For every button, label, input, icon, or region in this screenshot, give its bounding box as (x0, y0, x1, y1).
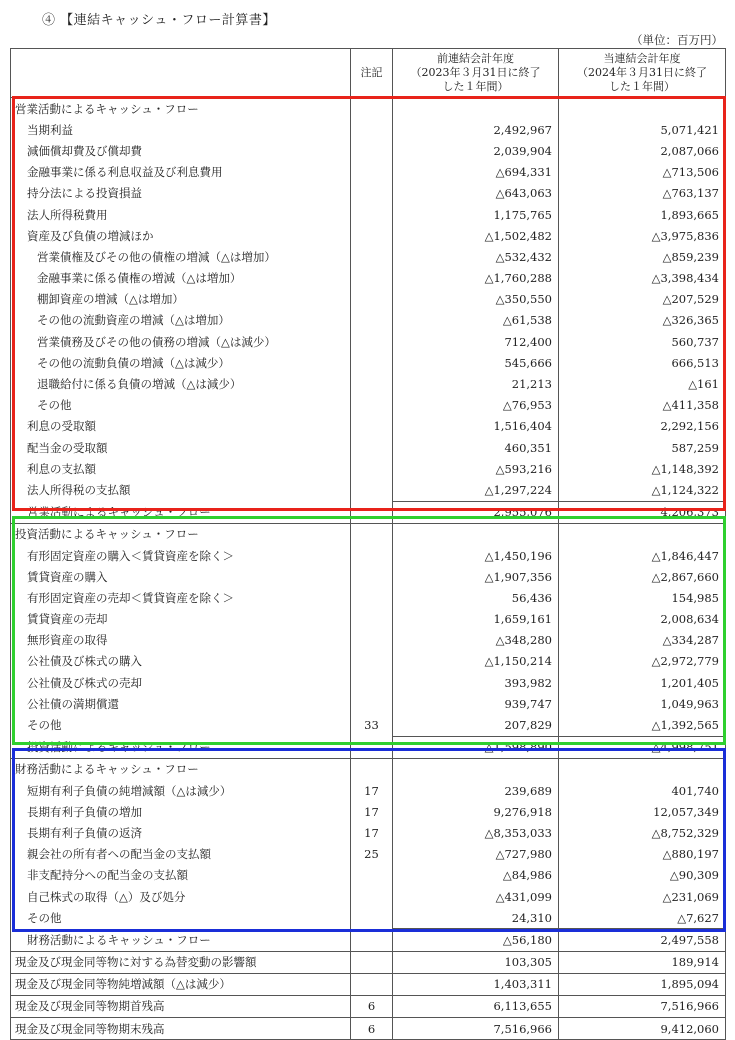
row-label: その他の流動負債の増減（△は減少） (11, 352, 351, 373)
row-label: 棚卸資産の増減（△は増加） (11, 289, 351, 310)
row-label: 長期有利子負債の返済 (11, 822, 351, 843)
table-row (11, 844, 726, 865)
section-heading-row (11, 523, 726, 545)
curr-year-value: 1,895,094 (559, 973, 726, 995)
curr-year-value: 1,201,405 (559, 672, 726, 693)
curr-year-value: △231,069 (559, 886, 726, 907)
table-row (11, 437, 726, 458)
prev-year-value: 21,213 (393, 373, 559, 394)
curr-year-value: △2,972,779 (559, 651, 726, 672)
row-label: 営業債務及びその他の債務の増減（△は減少） (11, 331, 351, 352)
prev-year-value: 1,175,765 (393, 204, 559, 225)
curr-year-value: △763,137 (559, 183, 726, 204)
table-row (11, 331, 726, 352)
note-cell (351, 246, 393, 267)
curr-year-value: △3,975,836 (559, 225, 726, 246)
prev-year-value: 239,689 (393, 780, 559, 801)
note-cell: 17 (351, 780, 393, 801)
note-cell (351, 437, 393, 458)
prev-year-value: △593,216 (393, 458, 559, 479)
curr-year-value: △161 (559, 373, 726, 394)
curr-year-value: △713,506 (559, 162, 726, 183)
note-cell (351, 395, 393, 416)
prev-year-value: △643,063 (393, 183, 559, 204)
table-row (11, 458, 726, 479)
table-row (11, 886, 726, 907)
curr-year-value: △90,309 (559, 865, 726, 886)
prev-year-value: 24,310 (393, 907, 559, 929)
note-cell (351, 98, 393, 120)
curr-year-value: 560,737 (559, 331, 726, 352)
curr-year-value: △411,358 (559, 395, 726, 416)
note-cell (351, 458, 393, 479)
curr-year-value: △334,287 (559, 630, 726, 651)
row-label: 現金及び現金同等物に対する為替変動の影響額 (11, 951, 351, 973)
table-row (11, 693, 726, 714)
note-cell (351, 331, 393, 352)
note-cell (351, 289, 393, 310)
table-row (11, 119, 726, 140)
note-cell (351, 183, 393, 204)
note-cell: 33 (351, 714, 393, 736)
curr-year-value: 1,049,963 (559, 693, 726, 714)
curr-year-value: △859,239 (559, 246, 726, 267)
note-cell: 25 (351, 844, 393, 865)
row-label: 金融事業に係る利息収益及び利息費用 (11, 162, 351, 183)
row-label: 親会社の所有者への配当金の支払額 (11, 844, 351, 865)
note-cell (351, 929, 393, 951)
prev-year-value: △532,432 (393, 246, 559, 267)
curr-year-value: △880,197 (559, 844, 726, 865)
prev-year-value: △1,150,214 (393, 651, 559, 672)
row-label: 当期利益 (11, 119, 351, 140)
row-label: 有形固定資産の購入＜賃貸資産を除く＞ (11, 545, 351, 566)
curr-year-value: △1,846,447 (559, 545, 726, 566)
note-cell (351, 587, 393, 608)
curr-year-value: 666,513 (559, 352, 726, 373)
table-row (11, 672, 726, 693)
note-cell (351, 758, 393, 780)
curr-year-value: 12,057,349 (559, 801, 726, 822)
note-cell (351, 479, 393, 501)
header-row (11, 49, 726, 98)
curr-year-value: △3,398,434 (559, 268, 726, 289)
prev-year-value: 393,982 (393, 672, 559, 693)
section-heading: 投資活動によるキャッシュ・フロー (11, 523, 351, 545)
prev-year-value: 939,747 (393, 693, 559, 714)
prev-year-value: 460,351 (393, 437, 559, 458)
row-label: 無形資産の取得 (11, 630, 351, 651)
curr-year-value: △326,365 (559, 310, 726, 331)
prev-year-value: △350,550 (393, 289, 559, 310)
table-row (11, 630, 726, 651)
row-label: 利息の支払額 (11, 458, 351, 479)
table-row (11, 225, 726, 246)
curr-year-value: 189,914 (559, 951, 726, 973)
summary-row (11, 951, 726, 973)
table-row (11, 651, 726, 672)
row-label: 退職給付に係る負債の増減（△は減少） (11, 373, 351, 394)
curr-year-header: 当連結会計年度 （2024年３月31日に終了 した１年間） (559, 49, 726, 98)
prev-year-value: 2,955,076 (393, 501, 559, 523)
prev-year-value (393, 98, 559, 120)
prev-year-value: △1,502,482 (393, 225, 559, 246)
row-label: 営業債権及びその他の債権の増減（△は増加） (11, 246, 351, 267)
curr-year-value: 401,740 (559, 780, 726, 801)
subtotal-row (11, 501, 726, 523)
prev-year-value: △348,280 (393, 630, 559, 651)
table-row (11, 780, 726, 801)
curr-year-value: △207,529 (559, 289, 726, 310)
row-label: その他 (11, 714, 351, 736)
prev-year-value: △1,450,196 (393, 545, 559, 566)
table-row (11, 310, 726, 331)
statement-title: ④ 【連結キャッシュ・フロー計算書】 (42, 13, 276, 28)
curr-year-value: △1,148,392 (559, 458, 726, 479)
subtotal-row (11, 929, 726, 951)
row-label: 公社債及び株式の購入 (11, 651, 351, 672)
curr-year-value: 2,497,558 (559, 929, 726, 951)
note-cell (351, 119, 393, 140)
prev-year-value: △84,986 (393, 865, 559, 886)
curr-year-value: 1,893,665 (559, 204, 726, 225)
table-row (11, 907, 726, 929)
curr-year-value: △1,124,322 (559, 479, 726, 501)
section-heading: 財務活動によるキャッシュ・フロー (11, 758, 351, 780)
table-row (11, 268, 726, 289)
table-row (11, 246, 726, 267)
table-row (11, 566, 726, 587)
prev-year-value: 207,829 (393, 714, 559, 736)
prev-year-header: 前連結会計年度 （2023年３月31日に終了 した１年間） (393, 49, 559, 98)
summary-row (11, 995, 726, 1017)
curr-year-value (559, 523, 726, 545)
table-row (11, 395, 726, 416)
row-label: 持分法による投資損益 (11, 183, 351, 204)
note-cell (351, 566, 393, 587)
row-label: 利息の受取額 (11, 416, 351, 437)
row-label: 公社債の満期償還 (11, 693, 351, 714)
curr-year-value: 5,071,421 (559, 119, 726, 140)
note-cell (351, 886, 393, 907)
table-row (11, 545, 726, 566)
row-label: 減価償却費及び償却費 (11, 140, 351, 161)
curr-year-value: 4,206,373 (559, 501, 726, 523)
row-label: 財務活動によるキャッシュ・フロー (11, 929, 351, 951)
row-label: 現金及び現金同等物期末残高 (11, 1018, 351, 1040)
note-cell: 17 (351, 801, 393, 822)
curr-year-value: 587,259 (559, 437, 726, 458)
table-row (11, 714, 726, 736)
prev-year-value: △8,353,033 (393, 822, 559, 843)
summary-row (11, 1018, 726, 1040)
curr-year-value: 154,985 (559, 587, 726, 608)
note-cell (351, 951, 393, 973)
note-cell (351, 268, 393, 289)
prev-year-value: △1,760,288 (393, 268, 559, 289)
row-label: 投資活動によるキャッシュ・フロー (11, 736, 351, 758)
row-label: 営業活動によるキャッシュ・フロー (11, 501, 351, 523)
table-row (11, 587, 726, 608)
subtotal-row (11, 736, 726, 758)
curr-year-value: △1,392,565 (559, 714, 726, 736)
note-cell (351, 736, 393, 758)
row-label: その他 (11, 907, 351, 929)
summary-row (11, 973, 726, 995)
table-row (11, 352, 726, 373)
section-heading-row (11, 758, 726, 780)
prev-year-value: 103,305 (393, 951, 559, 973)
prev-year-value: 1,516,404 (393, 416, 559, 437)
note-header: 注記 (351, 49, 393, 98)
row-label: 短期有利子負債の純増減額（△は減少） (11, 780, 351, 801)
note-cell: 6 (351, 995, 393, 1017)
row-label: その他 (11, 395, 351, 416)
row-label: 資産及び負債の増減ほか (11, 225, 351, 246)
note-cell (351, 225, 393, 246)
label-header (11, 49, 351, 98)
note-cell (351, 651, 393, 672)
curr-year-value: 2,008,634 (559, 609, 726, 630)
row-label: 金融事業に係る債権の増減（△は増加） (11, 268, 351, 289)
section-heading-row (11, 98, 726, 120)
curr-year-value: 9,412,060 (559, 1018, 726, 1040)
curr-year-value: 2,292,156 (559, 416, 726, 437)
note-cell (351, 609, 393, 630)
table-row (11, 609, 726, 630)
prev-year-value (393, 758, 559, 780)
note-cell: 6 (351, 1018, 393, 1040)
note-cell (351, 973, 393, 995)
curr-year-value: △8,752,329 (559, 822, 726, 843)
note-cell (351, 865, 393, 886)
prev-year-value: 2,039,904 (393, 140, 559, 161)
section-heading: 営業活動によるキャッシュ・フロー (11, 98, 351, 120)
prev-year-value: △727,980 (393, 844, 559, 865)
table-row (11, 822, 726, 843)
curr-year-value (559, 758, 726, 780)
prev-year-value: 1,659,161 (393, 609, 559, 630)
note-cell (351, 352, 393, 373)
row-label: 法人所得税費用 (11, 204, 351, 225)
table-row (11, 373, 726, 394)
row-label: 賃貸資産の売却 (11, 609, 351, 630)
note-cell (351, 672, 393, 693)
table-body (11, 98, 726, 1040)
row-label: 現金及び現金同等物純増減額（△は減少） (11, 973, 351, 995)
row-label: 非支配持分への配当金の支払額 (11, 865, 351, 886)
prev-year-value: 56,436 (393, 587, 559, 608)
note-cell (351, 523, 393, 545)
unit-label: （単位：百万円） (631, 33, 723, 47)
curr-year-value: △7,627 (559, 907, 726, 929)
prev-year-value: 9,276,918 (393, 801, 559, 822)
curr-year-value: 7,516,966 (559, 995, 726, 1017)
prev-year-value: 1,403,311 (393, 973, 559, 995)
row-label: 有形固定資産の売却＜賃貸資産を除く＞ (11, 587, 351, 608)
prev-year-value: 712,400 (393, 331, 559, 352)
note-cell (351, 140, 393, 161)
note-cell (351, 310, 393, 331)
table-row (11, 289, 726, 310)
prev-year-value: 6,113,655 (393, 995, 559, 1017)
note-cell (351, 162, 393, 183)
prev-year-value: △76,953 (393, 395, 559, 416)
table-row (11, 162, 726, 183)
note-cell (351, 693, 393, 714)
note-cell (351, 907, 393, 929)
note-cell (351, 630, 393, 651)
prev-year-value: △1,907,356 (393, 566, 559, 587)
curr-year-value: △2,867,660 (559, 566, 726, 587)
prev-year-value: △431,099 (393, 886, 559, 907)
row-label: 公社債及び株式の売却 (11, 672, 351, 693)
table-row (11, 865, 726, 886)
row-label: 配当金の受取額 (11, 437, 351, 458)
table-row (11, 801, 726, 822)
prev-year-value: 7,516,966 (393, 1018, 559, 1040)
note-cell (351, 204, 393, 225)
table-row (11, 183, 726, 204)
prev-year-value: △1,598,890 (393, 736, 559, 758)
table-row (11, 416, 726, 437)
curr-year-value: 2,087,066 (559, 140, 726, 161)
row-label: その他の流動資産の増減（△は増加） (11, 310, 351, 331)
prev-year-value (393, 523, 559, 545)
prev-year-value: △1,297,224 (393, 479, 559, 501)
table-row (11, 479, 726, 501)
prev-year-value: 2,492,967 (393, 119, 559, 140)
table-row (11, 204, 726, 225)
table-row (11, 140, 726, 161)
note-cell (351, 416, 393, 437)
row-label: 自己株式の取得（△）及び処分 (11, 886, 351, 907)
curr-year-value: △4,998,751 (559, 736, 726, 758)
prev-year-value: △694,331 (393, 162, 559, 183)
row-label: 長期有利子負債の増加 (11, 801, 351, 822)
note-cell: 17 (351, 822, 393, 843)
row-label: 法人所得税の支払額 (11, 479, 351, 501)
note-cell (351, 373, 393, 394)
note-cell (351, 501, 393, 523)
prev-year-value: △61,538 (393, 310, 559, 331)
note-cell (351, 545, 393, 566)
curr-year-value (559, 98, 726, 120)
cash-flow-table (10, 48, 726, 1040)
row-label: 賃貸資産の購入 (11, 566, 351, 587)
row-label: 現金及び現金同等物期首残高 (11, 995, 351, 1017)
prev-year-value: △56,180 (393, 929, 559, 951)
prev-year-value: 545,666 (393, 352, 559, 373)
